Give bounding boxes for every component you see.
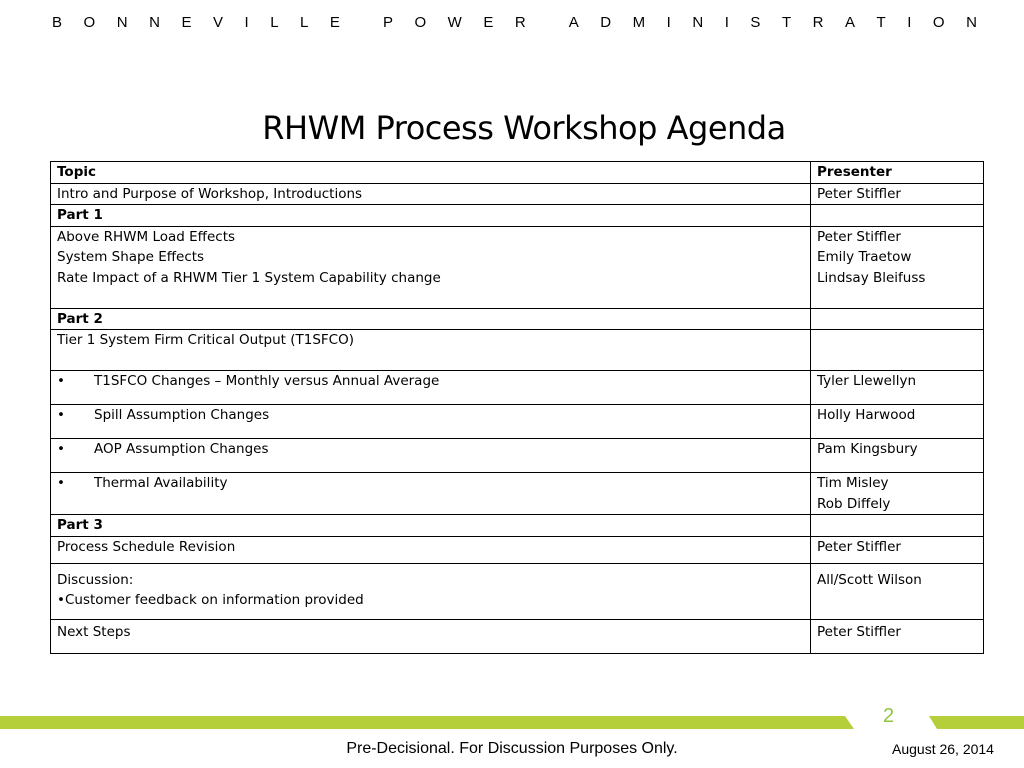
org-letter: R [514,14,526,31]
footer-bar-left [0,716,854,729]
topic-text: Next Steps [57,623,131,640]
bullet-icon: • [57,407,65,423]
org-letter: W [447,14,462,31]
presenter-cell [811,439,984,473]
footer-accent-bar [0,716,1024,729]
org-letter: N [149,14,160,31]
presenter-cell [811,226,984,308]
table-row-part [51,515,984,537]
topic-text: •Customer feedback on information provided [57,592,364,608]
presenter-cell [811,205,984,227]
table-row [51,330,984,371]
org-letter: I [666,14,671,31]
presenter-cell [811,371,984,405]
presenter-cell [811,473,984,515]
topic-text: Tier 1 System Firm Critical Output (T1SFCO) [57,332,354,348]
org-letter: R [812,14,824,31]
org-header [52,14,977,31]
presenter-cell [811,563,984,619]
part-heading: Part 3 [57,517,103,533]
presenter-cell [811,536,984,563]
org-letter: M [632,14,646,31]
table-row [51,371,984,405]
agenda-table [50,161,984,654]
presenter-cell [811,330,984,371]
topic-cell [51,226,811,308]
org-letter: N [692,14,704,31]
org-letter: E [181,14,192,31]
table-row [51,183,984,205]
presenter-name: Peter Stiffler [817,623,901,640]
table-row [51,439,984,473]
org-letter: I [244,14,249,31]
presenter-name: Peter Stiffler [817,185,901,202]
presenter-cell [811,183,984,205]
org-letter: A [844,14,855,31]
presenter-cell [811,515,984,537]
org-letter: T [781,14,792,31]
topic-cell [51,371,811,405]
footer-disclaimer: Pre-Decisional. For Discussion Purposes Only. [346,740,678,757]
org-letter: E [483,14,494,31]
presenter-name: Tyler Llewellyn [817,373,917,389]
org-letter: S [750,14,761,31]
org-letter: I [907,14,912,31]
presenter-name: Holly Harwood [817,407,916,423]
table-row [51,226,984,308]
org-letter: O [83,14,96,31]
org-letter: B [52,14,63,31]
org-letter: D [600,14,612,31]
table-row-part [51,308,984,330]
topic-text: Intro and Purpose of Workshop, Introductions [57,185,363,202]
topic-text: Above RHWM Load Effects [57,228,236,245]
topic-text: Process Schedule Revision [57,538,236,555]
topic-cell [51,183,811,205]
org-letter: V [212,14,223,31]
presenter-name: Peter Stiffler [817,538,901,555]
topic-text: Spill Assumption Changes [94,407,270,423]
topic-text: System Shape Effects [57,249,205,265]
topic-text: Thermal Availability [94,475,228,491]
presenter-cell [811,405,984,439]
table-header-row [51,162,984,184]
topic-cell [51,619,811,653]
presenter-name: Rob Diffely [817,495,891,512]
presenter-name: Pam Kingsbury [817,441,918,457]
topic-cell [51,330,811,371]
table-row [51,536,984,563]
org-letter: E [329,14,340,31]
presenter-cell [811,619,984,653]
topic-cell [51,515,811,537]
table-row [51,563,984,619]
column-header-presenter: Presenter [811,162,984,184]
presenter-name: All/Scott Wilson [817,571,922,588]
presenter-name: Tim Misley [817,475,889,491]
part-heading: Part 1 [57,207,103,223]
column-header-topic: Topic [51,162,811,184]
slide-title: RHWM Process Workshop Agenda [262,109,786,148]
topic-cell [51,473,811,515]
org-letter: O [932,14,945,31]
org-letter: O [414,14,427,31]
topic-cell [51,205,811,227]
org-letter: N [966,14,977,31]
table-row [51,405,984,439]
topic-text: T1SFCO Changes – Monthly versus Annual Average [94,373,440,389]
topic-cell [51,563,811,619]
org-letter: T [876,14,886,31]
presenter-name: Emily Traetow [817,249,912,265]
part-heading: Part 2 [57,310,103,327]
org-letter: A [568,14,579,31]
org-letter: L [300,14,309,31]
topic-cell [51,439,811,473]
table-row [51,473,984,515]
presenter-name: Peter Stiffler [817,228,901,245]
topic-text: Rate Impact of a RHWM Tier 1 System Capability change [57,269,441,286]
topic-text: Discussion: [57,571,134,588]
footer-date: August 26, 2014 [892,741,994,757]
topic-cell [51,405,811,439]
org-letter: L [270,14,279,31]
bullet-icon: • [57,475,65,491]
org-letter: I [724,14,729,31]
presenter-cell [811,308,984,330]
table-row-part [51,205,984,227]
topic-cell [51,536,811,563]
page-number: 2 [883,705,895,727]
table-row [51,619,984,653]
bullet-icon: • [57,441,65,457]
org-letter: P [382,14,393,31]
topic-text: AOP Assumption Changes [94,441,269,457]
topic-cell [51,308,811,330]
bullet-icon: • [57,373,65,389]
org-letter: N [116,14,128,31]
footer-bar-right [929,716,1024,729]
presenter-name: Lindsay Bleifuss [817,269,926,286]
